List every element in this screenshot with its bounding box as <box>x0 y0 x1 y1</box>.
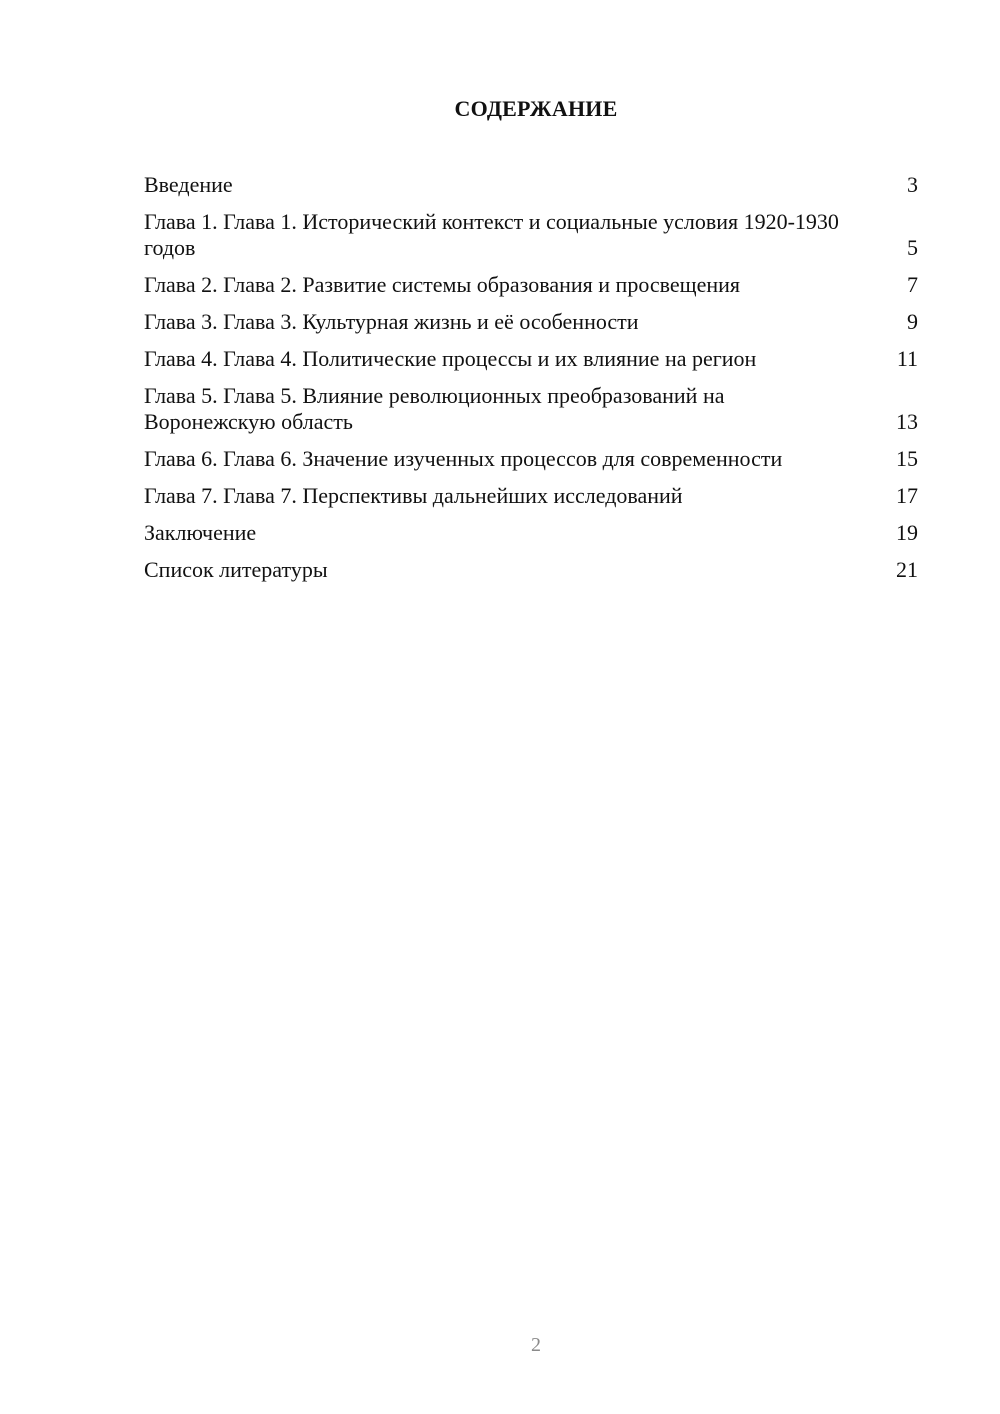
toc-entry-text: Глава 5. Глава 5. Влияние революционных преобразований на Воронежскую область <box>144 383 725 434</box>
toc-entry-page: 3 <box>907 172 918 197</box>
toc-entry-page: 13 <box>896 409 918 434</box>
toc-entry-page: 17 <box>896 483 918 508</box>
toc-entry-chapter-7[interactable] <box>144 483 918 509</box>
toc-entry-chapter-6[interactable] <box>144 446 918 472</box>
toc-entry-page: 19 <box>896 520 918 545</box>
toc-entry-page: 21 <box>896 557 918 582</box>
table-of-contents <box>144 172 918 594</box>
toc-entry-chapter-5[interactable] <box>144 383 918 435</box>
toc-entry-text: Глава 1. Глава 1. Исторический контекст и социальные условия 1920-1930 годов <box>144 209 839 260</box>
toc-entry-text: Глава 3. Глава 3. Культурная жизнь и её особенности <box>144 309 639 334</box>
toc-entry-conclusion[interactable] <box>144 520 918 546</box>
toc-entry-text: Глава 7. Глава 7. Перспективы дальнейших исследований <box>144 483 683 508</box>
toc-entry-page: 9 <box>907 309 918 334</box>
toc-entry-introduction[interactable] <box>144 172 918 198</box>
toc-entry-chapter-4[interactable] <box>144 346 918 372</box>
toc-entry-references[interactable] <box>144 557 918 583</box>
toc-entry-text: Список литературы <box>144 557 328 582</box>
toc-entry-chapter-3[interactable] <box>144 309 918 335</box>
toc-entry-text: Введение <box>144 172 233 197</box>
toc-entry-chapter-2[interactable] <box>144 272 918 298</box>
toc-entry-text: Глава 2. Глава 2. Развитие системы образования и просвещения <box>144 272 741 297</box>
toc-entry-page: 5 <box>907 235 918 260</box>
toc-entry-text: Глава 6. Глава 6. Значение изученных процессов для современности <box>144 446 783 471</box>
page-number: 2 <box>531 1334 541 1356</box>
toc-entry-chapter-1[interactable] <box>144 209 918 261</box>
toc-entry-page: 15 <box>896 446 918 471</box>
toc-entry-page: 7 <box>907 272 918 297</box>
toc-entry-text: Глава 4. Глава 4. Политические процессы и их влияние на регион <box>144 346 757 371</box>
page-title: СОДЕРЖАНИЕ <box>454 96 618 121</box>
toc-entry-page: 11 <box>896 346 918 371</box>
toc-entry-text: Заключение <box>144 520 257 545</box>
